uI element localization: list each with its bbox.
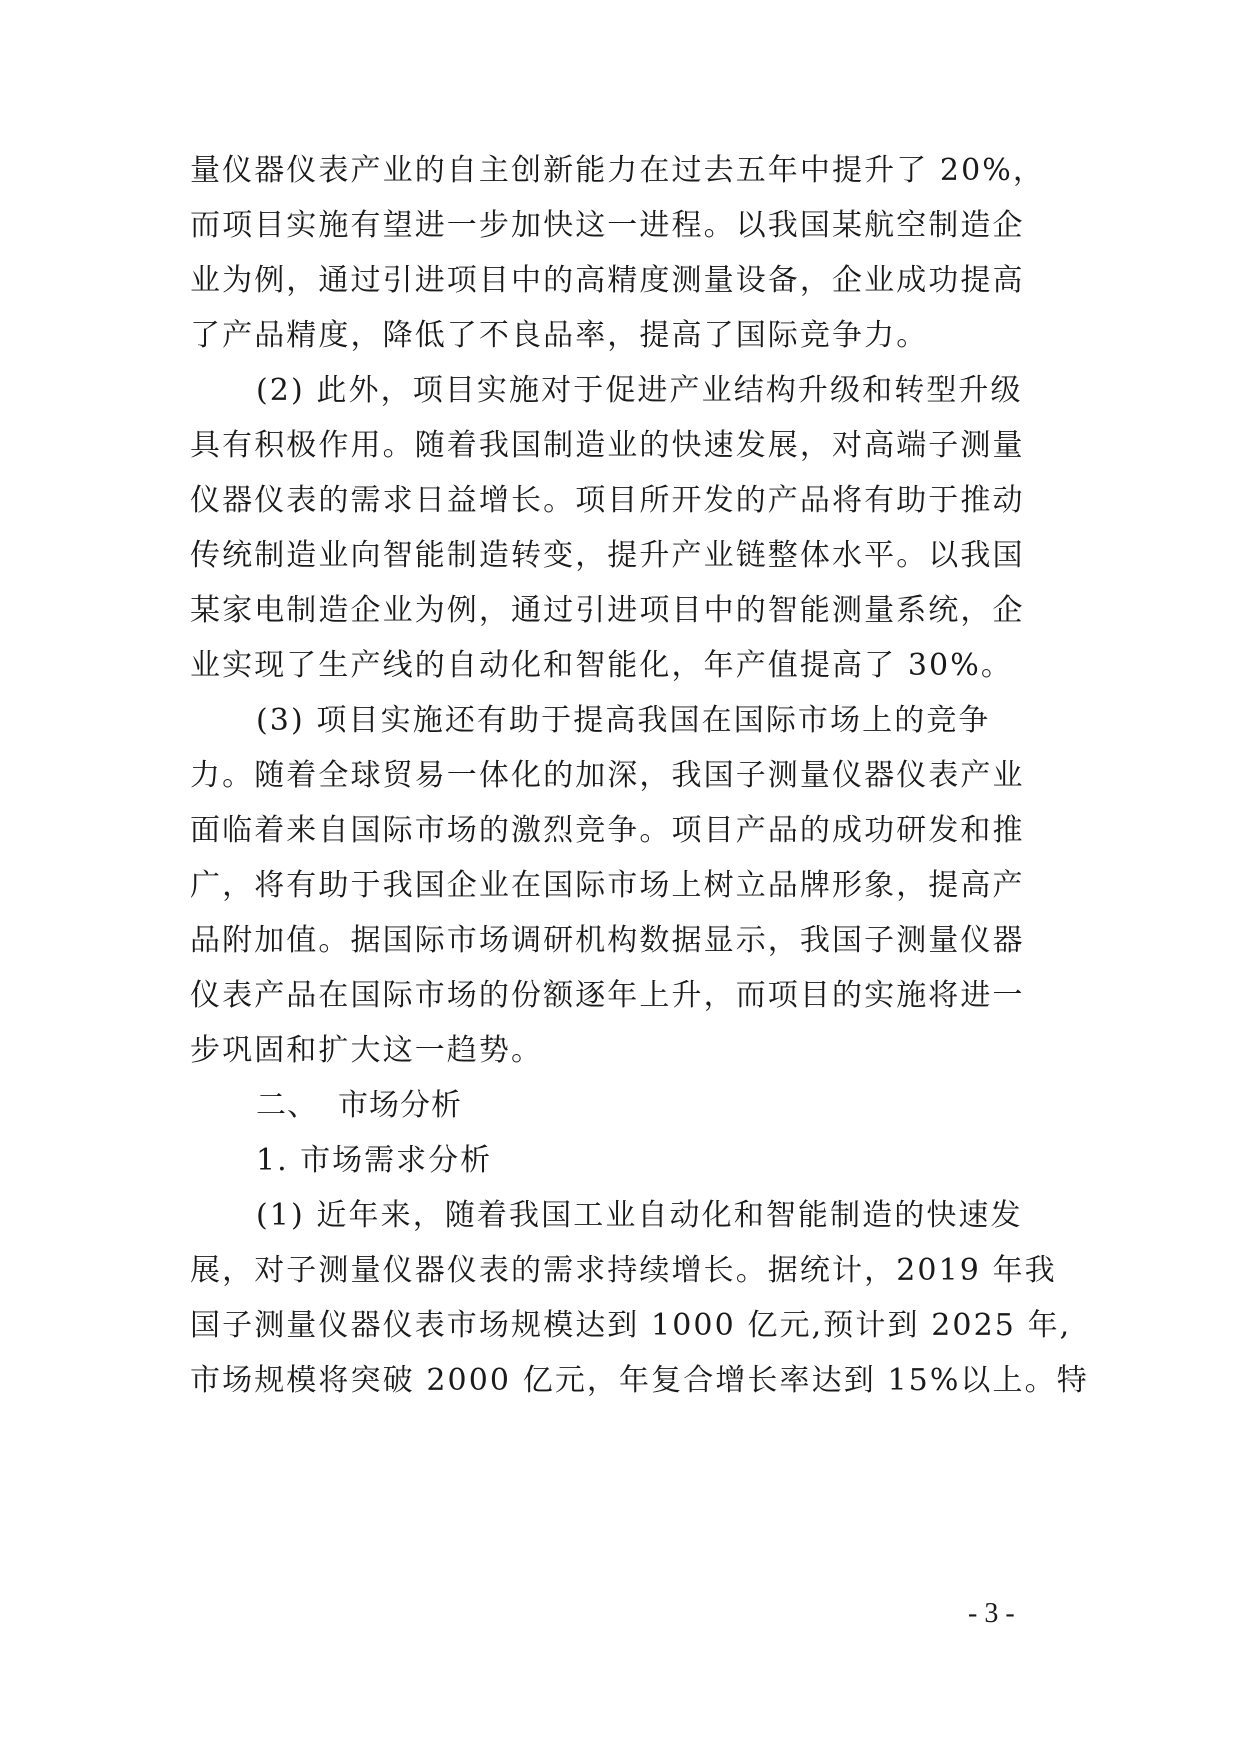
paragraph-line: 面临着来自国际市场的激烈竞争。项目产品的成功研发和推	[190, 813, 1025, 848]
paragraph-line: 了产品精度，降低了不良品率，提高了国际竞争力。	[190, 318, 929, 353]
paragraph-line: 业为例，通过引进项目中的高精度测量设备，企业成功提高	[190, 263, 1025, 298]
section-heading-number: 二、	[256, 1088, 318, 1123]
paragraph-line: (3) 项目实施还有助于提高我国在国际市场上的竞争	[256, 703, 991, 738]
paragraph-line: 力。随着全球贸易一体化的加深，我国子测量仪器仪表产业	[190, 758, 1025, 793]
paragraph-line: 品附加值。据国际市场调研机构数据显示，我国子测量仪器	[190, 923, 1025, 958]
paragraph-line: 仪表产品在国际市场的份额逐年上升，而项目的实施将进一	[190, 978, 1025, 1013]
paragraph-line: 量仪器仪表产业的自主创新能力在过去五年中提升了 20%，	[190, 153, 1046, 188]
subsection-heading: 1. 市场需求分析	[256, 1143, 493, 1178]
paragraph-line: 业实现了生产线的自动化和智能化，年产值提高了 30%。	[190, 648, 1013, 683]
paragraph-line: 市场规模将突破 2000 亿元，年复合增长率达到 15%以上。特	[190, 1363, 1089, 1398]
section-heading-title: 市场分析	[338, 1088, 462, 1123]
paragraph-line: 某家电制造企业为例，通过引进项目中的智能测量系统，企	[190, 593, 1025, 628]
paragraph-line: 传统制造业向智能制造转变，提升产业链整体水平。以我国	[190, 538, 1025, 573]
paragraph-line: 广，将有助于我国企业在国际市场上树立品牌形象，提高产	[190, 868, 1025, 903]
paragraph-line: 具有积极作用。随着我国制造业的快速发展，对高端子测量	[190, 428, 1025, 463]
paragraph-line: (2) 此外，项目实施对于促进产业结构升级和转型升级	[256, 373, 1023, 408]
paragraph-line: 步巩固和扩大这一趋势。	[190, 1033, 544, 1068]
paragraph-line: 仪器仪表的需求日益增长。项目所开发的产品将有助于推动	[190, 483, 1025, 518]
page-number: - 3 -	[968, 1598, 1015, 1629]
paragraph-line: 国子测量仪器仪表市场规模达到 1000 亿元,预计到 2025 年,	[190, 1308, 1072, 1343]
paragraph-line: 展，对子测量仪器仪表的需求持续增长。据统计，2019 年我	[190, 1253, 1057, 1288]
paragraph-line: 而项目实施有望进一步加快这一进程。以我国某航空制造企	[190, 208, 1025, 243]
paragraph-line: (1) 近年来，随着我国工业自动化和智能制造的快速发	[256, 1198, 1023, 1233]
